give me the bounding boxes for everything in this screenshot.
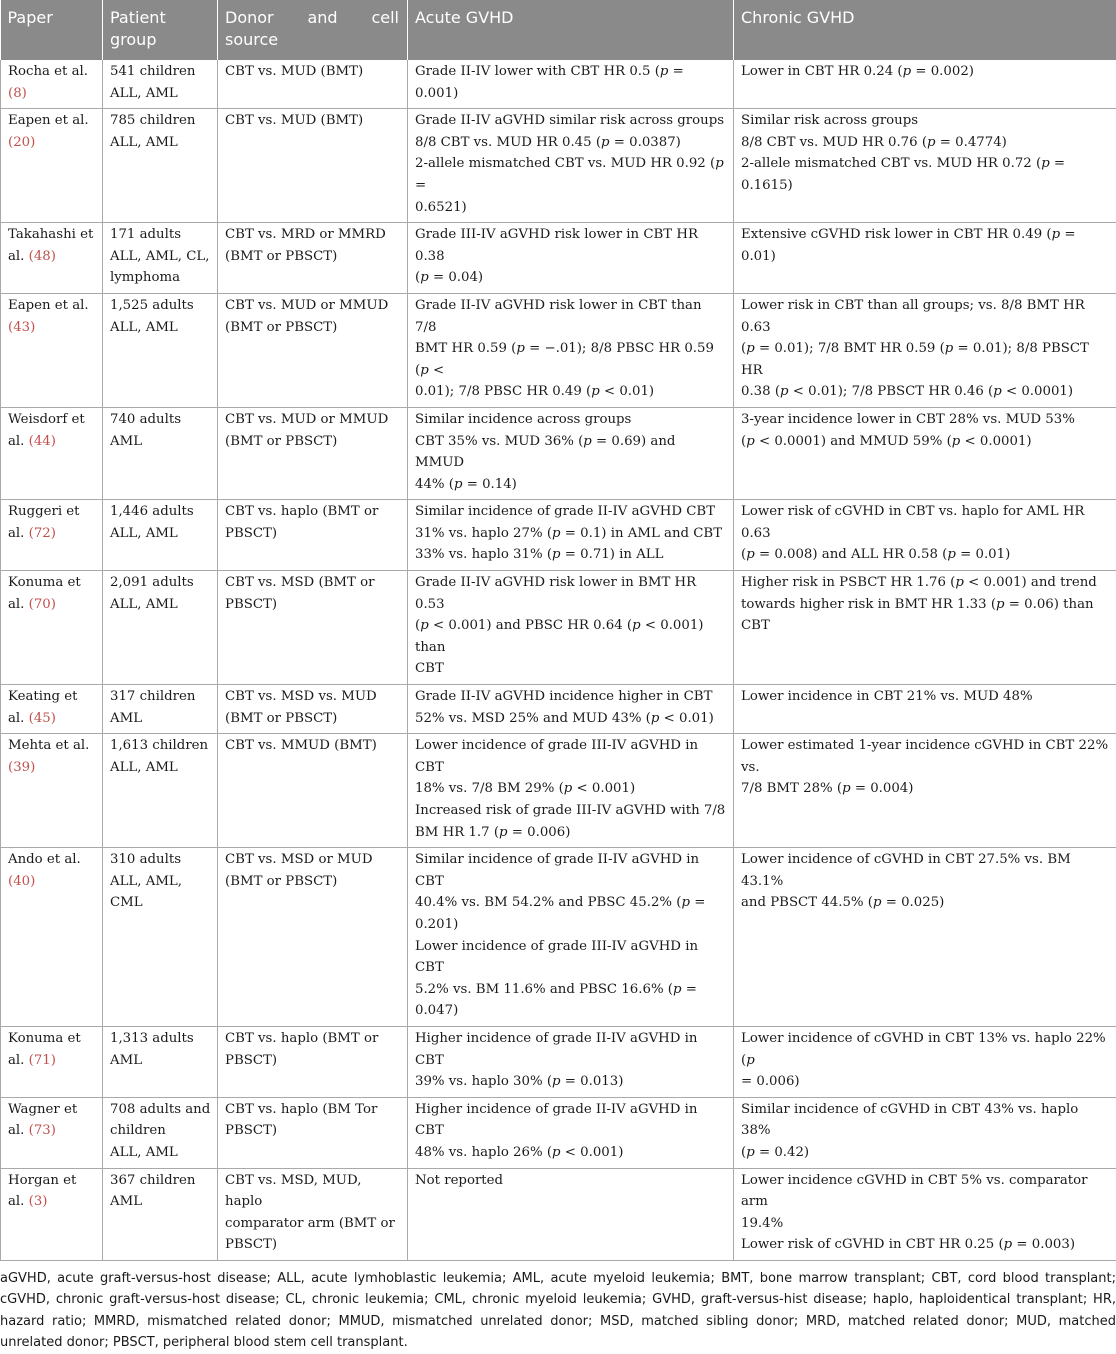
cell-chronic-gvhd-line: = 0.006) [741, 1071, 1110, 1093]
header-row [1, 0, 1116, 60]
paper-author: Konuma et al. [8, 575, 81, 612]
cell-acute-gvhd [408, 60, 734, 109]
cell-paper [1, 685, 103, 734]
cell-donor-source [218, 293, 408, 407]
table-row [1, 407, 1116, 499]
paper-author: Weisdorf et al. [8, 412, 85, 449]
cell-chronic-gvhd-line: 8/8 CBT vs. MUD HR 0.76 (p = 0.4774) [741, 132, 1110, 154]
cell-donor-source [218, 109, 408, 223]
cell-paper [1, 1168, 103, 1260]
cell-donor-source-line: CBT vs. MUD or MMUD [225, 295, 401, 317]
cell-patient-group-line: 317 children [110, 686, 211, 708]
table-row [1, 848, 1116, 1027]
reference-link[interactable]: (73) [29, 1123, 56, 1138]
cell-donor-source-line: (BMT or PBSCT) [225, 871, 401, 893]
cell-acute-gvhd-line: Grade II-IV aGVHD risk lower in CBT than 7/8 [415, 295, 727, 338]
cell-patient-group [103, 848, 218, 1027]
cell-acute-gvhd-line: Grade II-IV aGVHD incidence higher in CBT [415, 686, 727, 708]
reference-link[interactable]: (48) [29, 249, 56, 264]
cell-donor-source-line: CBT vs. MUD (BMT) [225, 61, 401, 83]
reference-link[interactable]: (72) [29, 526, 56, 541]
reference-link[interactable]: (45) [29, 711, 56, 726]
cell-acute-gvhd-line: 52% vs. MSD 25% and MUD 43% (p < 0.01) [415, 708, 727, 730]
cell-chronic-gvhd-line: 0.38 (p < 0.01); 7/8 PBSCT HR 0.46 (p < 0.0001) [741, 381, 1110, 403]
cell-chronic-gvhd-line: towards higher risk in BMT HR 1.33 (p = 0.06) than CBT [741, 594, 1110, 637]
cell-donor-source [218, 734, 408, 848]
paper-author: Mehta et al. [8, 738, 89, 753]
cell-acute-gvhd-line: Higher incidence of grade II-IV aGVHD in CBT [415, 1099, 727, 1142]
cell-acute-gvhd [408, 571, 734, 685]
table-body [1, 60, 1116, 1260]
cell-chronic-gvhd-line: Lower risk in CBT than all groups; vs. 8/8 BMT HR 0.63 [741, 295, 1110, 338]
cell-acute-gvhd [408, 223, 734, 294]
cell-patient-group-line: ALL, AML [110, 594, 211, 616]
header-donor-cell-source [218, 0, 408, 60]
cell-patient-group [103, 571, 218, 685]
cell-chronic-gvhd-line: 2-allele mismatched CBT vs. MUD HR 0.72 (p = 0.1615) [741, 153, 1110, 196]
cell-donor-source-line: CBT vs. haplo (BM Tor [225, 1099, 401, 1121]
cell-acute-gvhd-line: Grade II-IV aGVHD similar risk across groups [415, 110, 727, 132]
cell-donor-source-line: CBT vs. MSD vs. MUD [225, 686, 401, 708]
cell-donor-source [218, 223, 408, 294]
cell-donor-source-line: (BMT or PBSCT) [225, 246, 401, 268]
cell-acute-gvhd-line: CBT [415, 658, 727, 680]
cell-patient-group [103, 223, 218, 294]
paper-author: Konuma et al. [8, 1031, 81, 1068]
cell-patient-group-line: ALL, AML, CL, [110, 246, 211, 268]
cell-paper [1, 407, 103, 499]
paper-author: Takahashi et al. [8, 227, 93, 264]
cell-acute-gvhd-line: Similar incidence of grade II-IV aGVHD CBT [415, 501, 727, 523]
header-donor-line2: source [225, 29, 399, 51]
cell-chronic-gvhd-line: (p = 0.42) [741, 1142, 1110, 1164]
cell-acute-gvhd [408, 109, 734, 223]
paper-author: Horgan et al. [8, 1173, 76, 1210]
cell-acute-gvhd-line: 40.4% vs. BM 54.2% and PBSC 45.2% (p = 0.201) [415, 892, 727, 935]
cell-acute-gvhd-line: 18% vs. 7/8 BM 29% (p < 0.001) [415, 778, 727, 800]
paper-author: Ando et al. [8, 852, 81, 867]
cell-donor-source-line: comparator arm (BMT or [225, 1213, 401, 1235]
cell-chronic-gvhd [734, 734, 1116, 848]
cell-donor-source-line: CBT vs. haplo (BMT or [225, 1028, 401, 1050]
cell-donor-source-line: (BMT or PBSCT) [225, 431, 401, 453]
cell-donor-source [218, 500, 408, 571]
cell-donor-source-line: PBSCT) [225, 1050, 401, 1072]
header-chronic-gvhd: Chronic GVHD [734, 0, 1116, 60]
cell-chronic-gvhd [734, 407, 1116, 499]
cell-donor-source-line: CBT vs. MMUD (BMT) [225, 735, 401, 757]
cell-patient-group [103, 60, 218, 109]
cell-patient-group [103, 734, 218, 848]
table-row [1, 1097, 1116, 1168]
cell-chronic-gvhd-line: Lower incidence in CBT 21% vs. MUD 48% [741, 686, 1110, 708]
cell-donor-source [218, 685, 408, 734]
cell-acute-gvhd-line: 2-allele mismatched CBT vs. MUD HR 0.92 (p = [415, 153, 727, 196]
cell-patient-group-line: ALL, AML [110, 757, 211, 779]
cell-donor-source [218, 571, 408, 685]
cell-donor-source-line: PBSCT) [225, 523, 401, 545]
cell-acute-gvhd-line: CBT 35% vs. MUD 36% (p = 0.69) and MMUD [415, 431, 727, 474]
table-row [1, 60, 1116, 109]
cell-paper [1, 500, 103, 571]
cell-patient-group-line: children [110, 1120, 211, 1142]
reference-link[interactable]: (39) [8, 760, 35, 775]
cell-chronic-gvhd [734, 109, 1116, 223]
cell-patient-group-line: lymphoma [110, 267, 211, 289]
cell-acute-gvhd [408, 685, 734, 734]
cell-patient-group-line: ALL, AML [110, 1142, 211, 1164]
table-row [1, 685, 1116, 734]
header-paper: Paper [1, 0, 103, 60]
cell-paper [1, 60, 103, 109]
cell-chronic-gvhd-line: (p < 0.0001) and MMUD 59% (p < 0.0001) [741, 431, 1110, 453]
paper-author: Rocha et al. [8, 64, 88, 79]
reference-link[interactable]: (8) [8, 86, 27, 101]
header-donor-line1: Donor and cell [225, 7, 399, 29]
cell-acute-gvhd-line: 8/8 CBT vs. MUD HR 0.45 (p = 0.0387) [415, 132, 727, 154]
cell-acute-gvhd-line: BM HR 1.7 (p = 0.006) [415, 822, 727, 844]
cell-chronic-gvhd-line: Lower incidence of cGVHD in CBT 27.5% vs. BM 43.1% [741, 849, 1110, 892]
cell-chronic-gvhd-line: Extensive cGVHD risk lower in CBT HR 0.49 (p = 0.01) [741, 224, 1110, 267]
cell-chronic-gvhd-line: Similar incidence of cGVHD in CBT 43% vs. haplo 38% [741, 1099, 1110, 1142]
cell-donor-source [218, 1168, 408, 1260]
table-header [1, 0, 1116, 60]
reference-link[interactable]: (40) [8, 874, 35, 889]
cell-acute-gvhd-line: 5.2% vs. BM 11.6% and PBSC 16.6% (p = 0.047) [415, 979, 727, 1022]
reference-link[interactable]: (20) [8, 135, 35, 150]
cell-patient-group-line: ALL, AML [110, 523, 211, 545]
paper-author: Keating et al. [8, 689, 77, 726]
cell-donor-source-line: PBSCT) [225, 1234, 401, 1256]
cell-acute-gvhd-line: 31% vs. haplo 27% (p = 0.1) in AML and CBT [415, 523, 727, 545]
cell-acute-gvhd-line: 39% vs. haplo 30% (p = 0.013) [415, 1071, 727, 1093]
cell-paper [1, 223, 103, 294]
cell-donor-source [218, 1097, 408, 1168]
cell-acute-gvhd-line: Grade II-IV lower with CBT HR 0.5 (p = 0.001) [415, 61, 727, 104]
cell-patient-group-line: 1,313 adults [110, 1028, 211, 1050]
cell-patient-group [103, 685, 218, 734]
cell-acute-gvhd [408, 407, 734, 499]
cell-donor-source-line: CBT vs. MSD (BMT or [225, 572, 401, 594]
cell-chronic-gvhd [734, 571, 1116, 685]
cell-chronic-gvhd [734, 223, 1116, 294]
cell-chronic-gvhd-line: Higher risk in PSBCT HR 1.76 (p < 0.001) and trend [741, 572, 1110, 594]
cell-patient-group-line: 171 adults [110, 224, 211, 246]
header-patient-group: Patient group [103, 0, 218, 60]
cell-acute-gvhd-line: Not reported [415, 1170, 727, 1192]
cell-chronic-gvhd-line: (p = 0.01); 7/8 BMT HR 0.59 (p = 0.01); 8/8 PBSCT HR [741, 338, 1110, 381]
cell-patient-group-line: AML [110, 431, 211, 453]
cell-donor-source-line: CBT vs. MUD (BMT) [225, 110, 401, 132]
cell-chronic-gvhd [734, 1168, 1116, 1260]
cell-patient-group [103, 1097, 218, 1168]
cell-patient-group-line: ALL, AML, [110, 871, 211, 893]
cell-acute-gvhd-line: 48% vs. haplo 26% (p < 0.001) [415, 1142, 727, 1164]
cell-acute-gvhd [408, 848, 734, 1027]
cell-patient-group [103, 500, 218, 571]
cell-donor-source-line: CBT vs. MSD, MUD, haplo [225, 1170, 401, 1213]
cell-patient-group-line: ALL, AML [110, 132, 211, 154]
cell-donor-source [218, 60, 408, 109]
cell-paper [1, 109, 103, 223]
table-row [1, 500, 1116, 571]
cell-paper [1, 734, 103, 848]
paper-author: Eapen et al. [8, 298, 89, 313]
cell-chronic-gvhd-line: Lower in CBT HR 0.24 (p = 0.002) [741, 61, 1110, 83]
cell-paper [1, 293, 103, 407]
cell-acute-gvhd [408, 293, 734, 407]
cell-donor-source [218, 848, 408, 1027]
cell-donor-source [218, 1026, 408, 1097]
cell-patient-group-line: 367 children [110, 1170, 211, 1192]
cell-chronic-gvhd [734, 685, 1116, 734]
cell-patient-group-line: ALL, AML [110, 317, 211, 339]
cell-chronic-gvhd-line: 7/8 BMT 28% (p = 0.004) [741, 778, 1110, 800]
cell-chronic-gvhd-line: (p = 0.008) and ALL HR 0.58 (p = 0.01) [741, 544, 1110, 566]
cell-donor-source [218, 407, 408, 499]
table-row [1, 734, 1116, 848]
cell-acute-gvhd [408, 500, 734, 571]
table-row [1, 1168, 1116, 1260]
cell-donor-source-line: CBT vs. MRD or MMRD [225, 224, 401, 246]
cell-acute-gvhd-line: Similar incidence of grade II-IV aGVHD in CBT [415, 849, 727, 892]
cell-acute-gvhd-line: Lower incidence of grade III-IV aGVHD in CBT [415, 936, 727, 979]
cell-acute-gvhd [408, 1097, 734, 1168]
cell-acute-gvhd-line: Lower incidence of grade III-IV aGVHD in CBT [415, 735, 727, 778]
cell-chronic-gvhd-line: Lower estimated 1-year incidence cGVHD in CBT 22% vs. [741, 735, 1110, 778]
table-row [1, 223, 1116, 294]
paper-author: Eapen et al. [8, 113, 89, 128]
cell-patient-group-line: AML [110, 1191, 211, 1213]
cell-acute-gvhd-line: Increased risk of grade III-IV aGVHD with 7/8 [415, 800, 727, 822]
header-acute-gvhd: Acute GVHD [408, 0, 734, 60]
cell-paper [1, 848, 103, 1027]
table-row [1, 571, 1116, 685]
cell-donor-source-line: CBT vs. MSD or MUD [225, 849, 401, 871]
cell-acute-gvhd [408, 734, 734, 848]
cell-chronic-gvhd [734, 293, 1116, 407]
cell-patient-group-line: 1,446 adults [110, 501, 211, 523]
cell-chronic-gvhd-line: Lower risk of cGVHD in CBT vs. haplo for AML HR 0.63 [741, 501, 1110, 544]
cell-patient-group-line: 740 adults [110, 409, 211, 431]
cell-paper [1, 571, 103, 685]
cell-acute-gvhd-line: Similar incidence across groups [415, 409, 727, 431]
cell-patient-group-line: 541 children [110, 61, 211, 83]
paper-author: Ruggeri et al. [8, 504, 80, 541]
cell-paper [1, 1026, 103, 1097]
reference-link[interactable]: (71) [29, 1053, 56, 1068]
table-footnote: aGVHD, acute graft-versus-host disease; ALL, acute lymhoblastic leukemia; AML, acute myeloid leukemia; BMT, bone marrow transplant; CBT, cord blood transplant; cGVHD, chronic graft-versus-host disease; CL, chronic leukemia; CML, chronic myeloid leukemia; GVHD, graft-versus-hist disease; haplo, haploidentical transplant; HR, hazard ratio; MMRD, mismatched related donor; MMUD, mismatched unrelated donor; MSD, matched sibling donor; MRD, matched related donor; MUD, matched unrelated donor; PBSCT, peripheral blood stem cell transplant. [0, 1261, 1116, 1354]
cell-patient-group-line: ALL, AML [110, 83, 211, 105]
cell-patient-group [103, 293, 218, 407]
cell-chronic-gvhd [734, 500, 1116, 571]
cell-patient-group-line: 1,525 adults [110, 295, 211, 317]
cell-patient-group-line: CML [110, 892, 211, 914]
cell-patient-group-line: AML [110, 1050, 211, 1072]
cell-acute-gvhd-line: (p < 0.001) and PBSC HR 0.64 (p < 0.001) than [415, 615, 727, 658]
cell-patient-group-line: 785 children [110, 110, 211, 132]
cell-acute-gvhd-line: 0.01); 7/8 PBSC HR 0.49 (p < 0.01) [415, 381, 727, 403]
cell-acute-gvhd [408, 1026, 734, 1097]
table-row [1, 109, 1116, 223]
cell-donor-source-line: PBSCT) [225, 1120, 401, 1142]
cell-chronic-gvhd-line: 19.4% [741, 1213, 1110, 1235]
cell-acute-gvhd [408, 1168, 734, 1260]
cell-acute-gvhd-line: Grade II-IV aGVHD risk lower in BMT HR 0.53 [415, 572, 727, 615]
cell-chronic-gvhd-line: Lower incidence cGVHD in CBT 5% vs. comparator arm [741, 1170, 1110, 1213]
reference-link[interactable]: (44) [29, 434, 56, 449]
cell-patient-group [103, 109, 218, 223]
cell-donor-source-line: PBSCT) [225, 594, 401, 616]
cell-patient-group-line: AML [110, 708, 211, 730]
paper-author: Wagner et al. [8, 1102, 77, 1139]
cell-acute-gvhd-line: 44% (p = 0.14) [415, 474, 727, 496]
cell-patient-group-line: 310 adults [110, 849, 211, 871]
cell-patient-group-line: 1,613 children [110, 735, 211, 757]
table-row [1, 293, 1116, 407]
cell-chronic-gvhd-line: Lower incidence of cGVHD in CBT 13% vs. haplo 22% (p [741, 1028, 1110, 1071]
cell-chronic-gvhd [734, 1026, 1116, 1097]
cell-donor-source-line: CBT vs. MUD or MMUD [225, 409, 401, 431]
cell-patient-group [103, 1026, 218, 1097]
reference-link[interactable]: (70) [29, 597, 56, 612]
cell-donor-source-line: CBT vs. haplo (BMT or [225, 501, 401, 523]
reference-link[interactable]: (43) [8, 320, 35, 335]
cell-acute-gvhd-line: BMT HR 0.59 (p = −.01); 8/8 PBSC HR 0.59 (p < [415, 338, 727, 381]
cell-chronic-gvhd-line: Lower risk of cGVHD in CBT HR 0.25 (p = 0.003) [741, 1234, 1110, 1256]
reference-link[interactable]: (3) [29, 1194, 48, 1209]
cell-patient-group [103, 407, 218, 499]
cell-chronic-gvhd-line: and PBSCT 44.5% (p = 0.025) [741, 892, 1110, 914]
cell-acute-gvhd-line: Grade III-IV aGVHD risk lower in CBT HR 0.38 [415, 224, 727, 267]
cell-chronic-gvhd [734, 848, 1116, 1027]
cell-chronic-gvhd-line: Similar risk across groups [741, 110, 1110, 132]
cell-paper [1, 1097, 103, 1168]
cell-patient-group-line: 708 adults and [110, 1099, 211, 1121]
cell-donor-source-line: (BMT or PBSCT) [225, 708, 401, 730]
cell-acute-gvhd-line: Higher incidence of grade II-IV aGVHD in CBT [415, 1028, 727, 1071]
cell-acute-gvhd-line: (p = 0.04) [415, 267, 727, 289]
cell-acute-gvhd-line: 0.6521) [415, 197, 727, 219]
cell-patient-group [103, 1168, 218, 1260]
cell-chronic-gvhd-line: 3-year incidence lower in CBT 28% vs. MUD 53% [741, 409, 1110, 431]
cell-patient-group-line: 2,091 adults [110, 572, 211, 594]
cell-donor-source-line: (BMT or PBSCT) [225, 317, 401, 339]
cell-chronic-gvhd [734, 60, 1116, 109]
cell-chronic-gvhd [734, 1097, 1116, 1168]
table-row [1, 1026, 1116, 1097]
cell-acute-gvhd-line: 33% vs. haplo 31% (p = 0.71) in ALL [415, 544, 727, 566]
